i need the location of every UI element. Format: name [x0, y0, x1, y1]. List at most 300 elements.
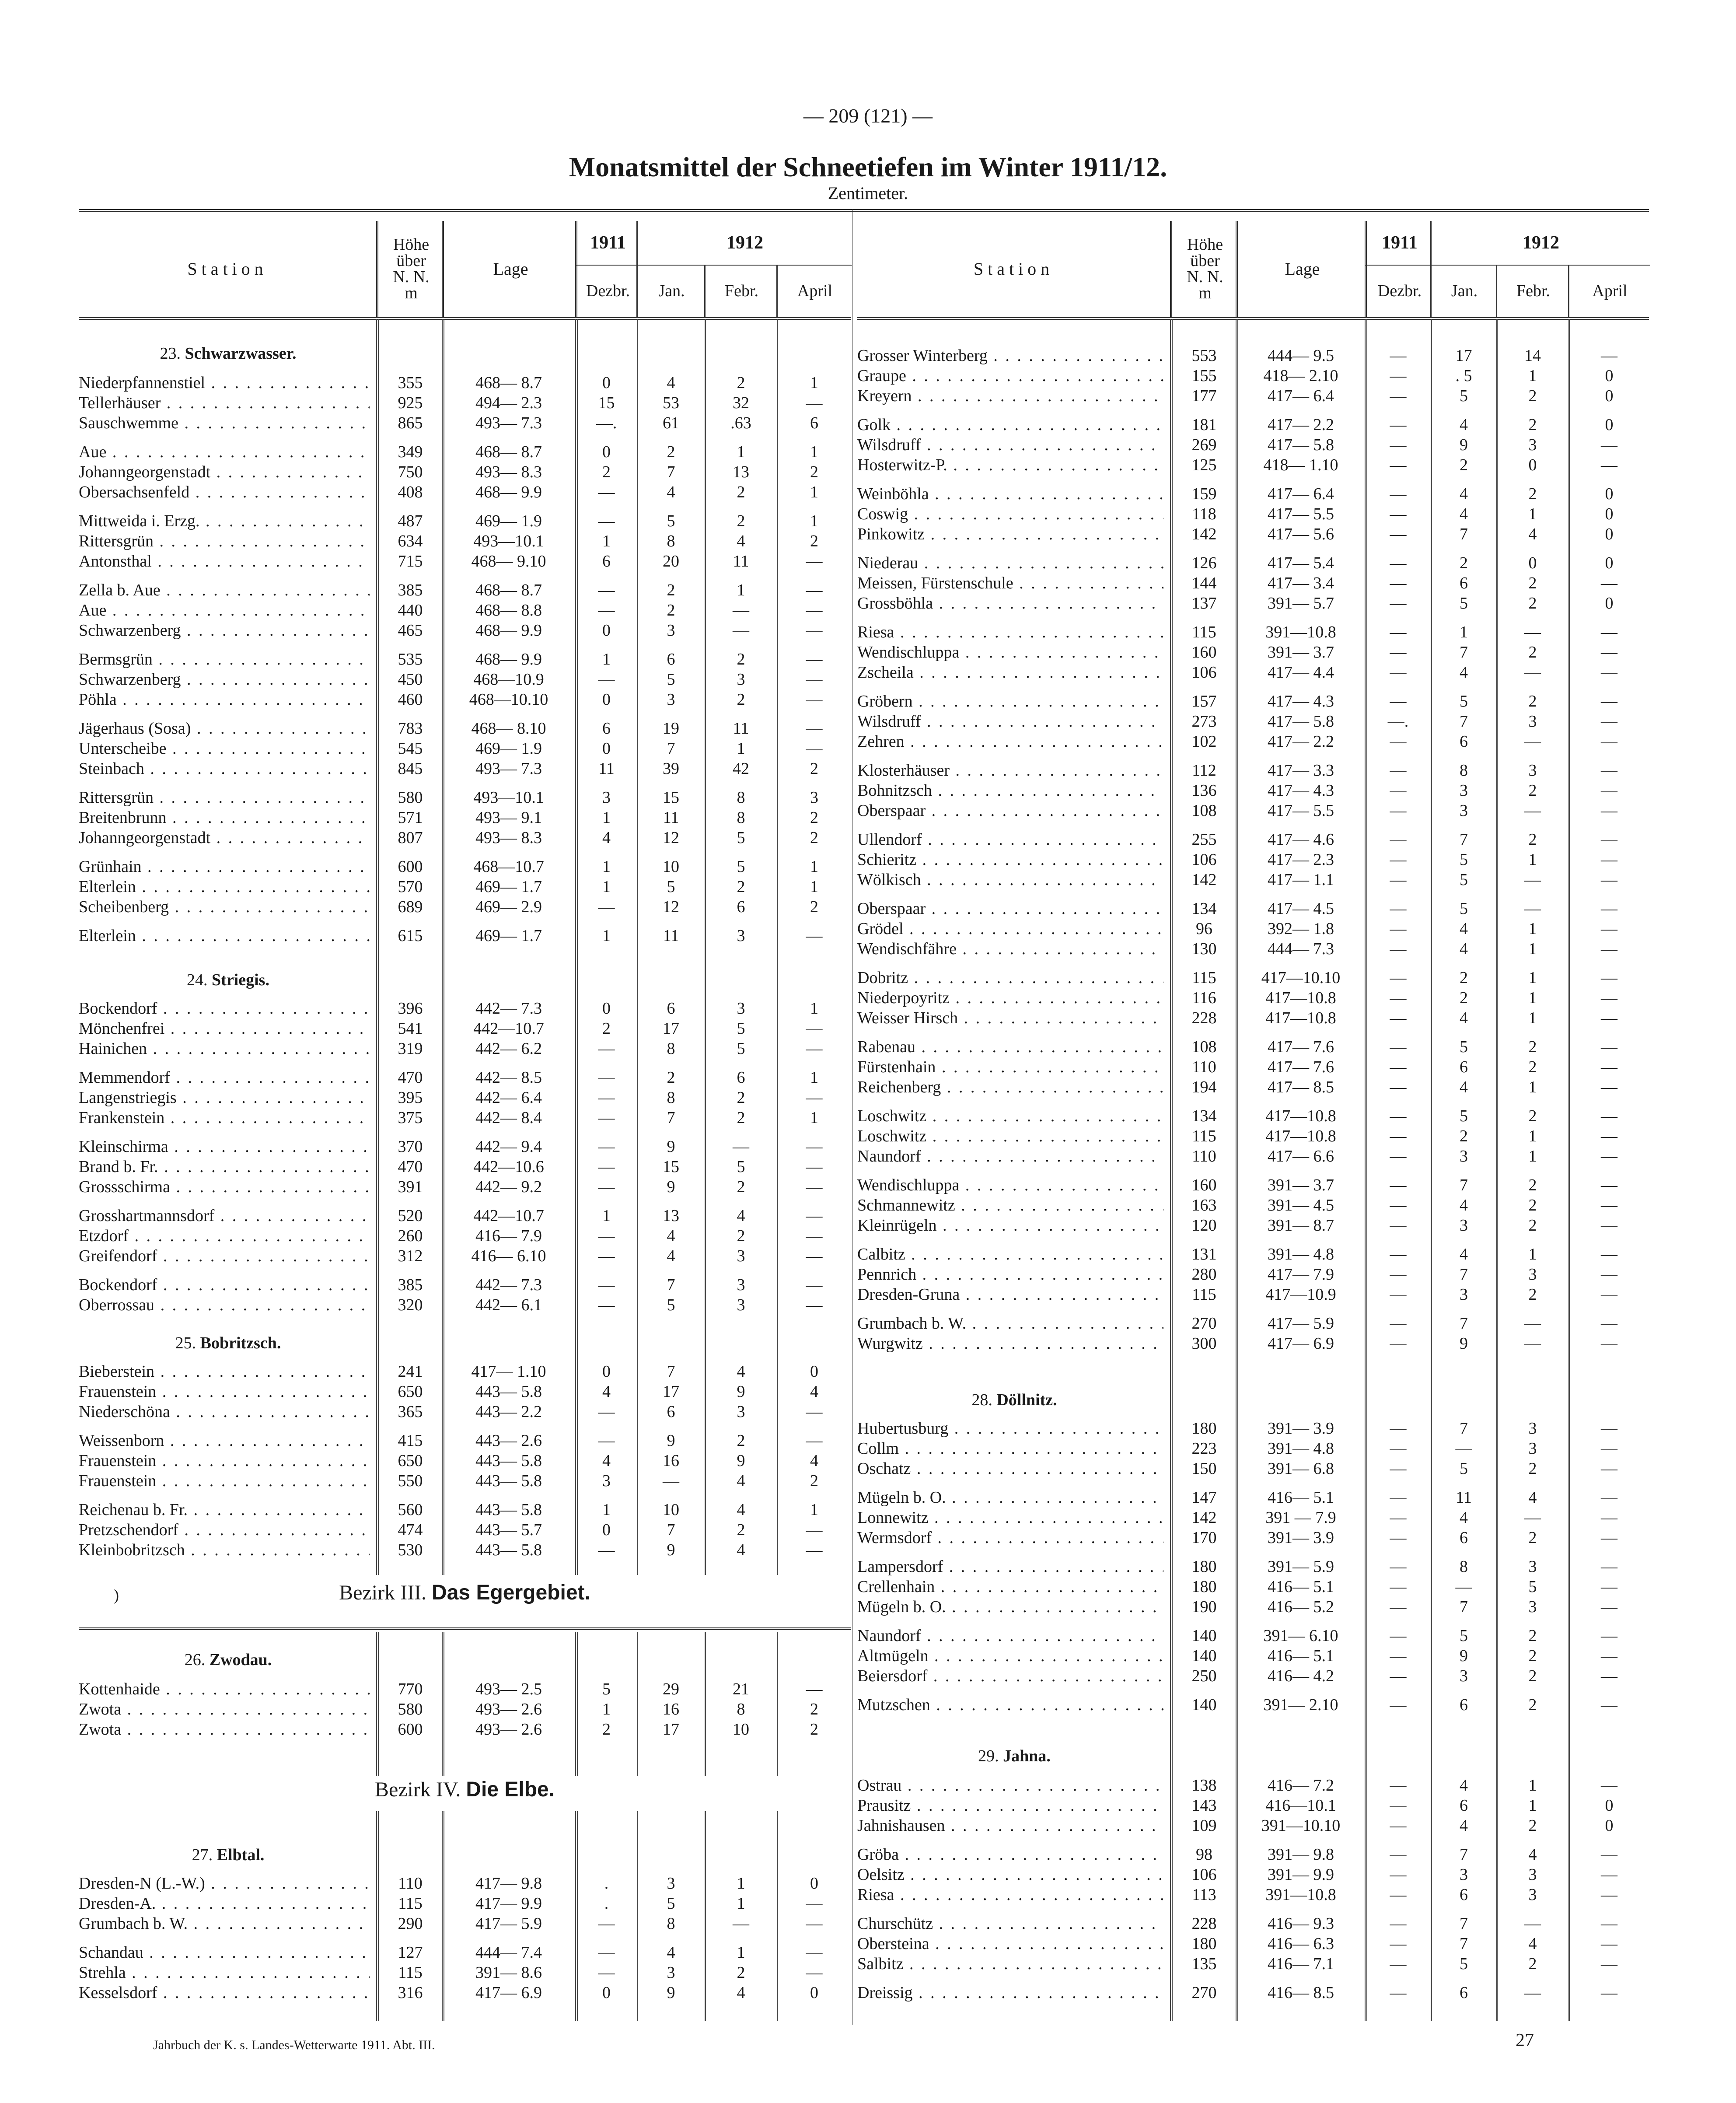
station-lage: 416— 6.10 [471, 1247, 546, 1265]
value-jan-1912: 9 [667, 1541, 675, 1559]
station-height: 131 [1191, 1245, 1217, 1263]
station-height: 925 [398, 394, 423, 412]
station-name: Langenstriegis . . . [79, 1088, 370, 1108]
value-jan-1912: 5 [1460, 594, 1468, 612]
table-row [857, 1175, 1649, 1195]
station-name: Aue . . . [79, 600, 370, 620]
value-jan-1912: 6 [667, 1403, 675, 1421]
table-row [857, 988, 1649, 1008]
station-name: Kesselsdorf . . . [79, 1983, 370, 2003]
station-name: Lonnewitz . . . [857, 1508, 1163, 1528]
table-row [79, 1088, 851, 1108]
value-april-1912: 0 [1605, 1796, 1614, 1815]
value-dezbr-1911: — [1390, 1038, 1407, 1056]
station-lage: 417— 4.5 [1268, 899, 1334, 918]
station-height: 487 [398, 512, 423, 530]
value-jan-1912: 6 [1460, 1886, 1468, 1904]
station-lage: 444— 7.3 [1268, 940, 1334, 958]
value-febr-1912: 1 [1528, 505, 1537, 523]
value-jan-1912: 9 [1460, 436, 1468, 454]
value-april-1912: — [806, 1521, 823, 1539]
value-dezbr-1911: — [1390, 801, 1407, 820]
value-dezbr-1911: — [1390, 940, 1407, 958]
value-febr-1912: 2 [1528, 830, 1537, 849]
value-dezbr-1911: — [1390, 1865, 1407, 1884]
value-dezbr-1911: — [1390, 1886, 1407, 1904]
station-name: Dresden-A. . . . [79, 1893, 370, 1914]
value-jan-1912: 3 [1460, 801, 1468, 820]
value-febr-1912: 3 [1528, 1265, 1537, 1284]
station-height: 116 [1192, 989, 1216, 1007]
table-row [79, 1137, 851, 1157]
station-name: Aue . . . [79, 442, 370, 462]
value-jan-1912: 5 [667, 512, 675, 530]
station-height: 138 [1191, 1776, 1217, 1795]
station-height: 269 [1191, 436, 1217, 454]
table-row [857, 760, 1649, 780]
value-april-1912: — [806, 1227, 823, 1245]
value-april-1912: — [1601, 1557, 1617, 1576]
value-dezbr-1911: — [1390, 1127, 1407, 1145]
station-lage: 469— 1.9 [475, 739, 542, 758]
table-row [857, 1646, 1649, 1666]
value-jan-1912: 7 [1460, 1845, 1468, 1864]
value-april-1912: — [1601, 732, 1617, 751]
station-height: 108 [1191, 1038, 1217, 1056]
table-row [79, 1108, 851, 1128]
station-name: Hosterwitz-P. . . . [857, 455, 1163, 475]
value-april-1912: — [806, 719, 823, 738]
station-name: Schieritz . . . [857, 850, 1163, 870]
value-april-1912: — [1601, 692, 1617, 710]
value-april-1912: — [806, 581, 823, 599]
value-jan-1912: 53 [663, 394, 679, 412]
value-april-1912: — [1601, 1009, 1617, 1027]
station-lage: 444— 7.4 [475, 1943, 542, 1962]
column-rule [1170, 319, 1173, 2021]
value-febr-1912: 2 [737, 1431, 745, 1450]
value-april-1912: 1 [810, 374, 818, 392]
station-name: Zehren . . . [857, 731, 1163, 752]
station-lage: 417—10.8 [1265, 989, 1336, 1007]
station-height: 273 [1191, 712, 1217, 731]
value-jan-1912: 4 [667, 1943, 675, 1962]
value-april-1912: — [1601, 1935, 1617, 1953]
value-april-1912: — [1601, 830, 1617, 849]
station-name: Oberspaar . . . [857, 899, 1163, 919]
value-jan-1912: 7 [667, 463, 675, 481]
value-dezbr-1911: — [598, 1943, 615, 1962]
value-febr-1912: 3 [1528, 1557, 1537, 1576]
value-dezbr-1911: 4 [602, 1452, 611, 1470]
value-dezbr-1911: — [1390, 456, 1407, 474]
station-height: 96 [1196, 920, 1212, 938]
station-lage: 469— 2.9 [475, 898, 542, 916]
station-height: 163 [1191, 1196, 1217, 1214]
value-jan-1912: 5 [1460, 1627, 1468, 1645]
table-row [79, 1983, 851, 2003]
station-name: Obersteina . . . [857, 1934, 1163, 1954]
value-dezbr-1911: — [598, 1276, 615, 1294]
header-year-1912: 1912 [636, 221, 852, 266]
value-febr-1912: — [1524, 1314, 1541, 1333]
table-row [79, 669, 851, 689]
value-dezbr-1911: — [1390, 969, 1407, 987]
table-row [79, 1275, 851, 1295]
value-jan-1912: 9 [1460, 1334, 1468, 1353]
value-jan-1912: 7 [1460, 1598, 1468, 1616]
value-april-1912: 0 [810, 1874, 818, 1893]
value-febr-1912: 4 [737, 1984, 745, 2002]
station-height: 106 [1191, 663, 1217, 682]
value-febr-1912: — [733, 1914, 749, 1933]
value-febr-1912: — [1524, 1334, 1541, 1353]
value-dezbr-1911: — [1390, 1667, 1407, 1685]
value-dezbr-1911: — [598, 670, 615, 689]
value-febr-1912: 2 [1528, 1696, 1537, 1714]
column-rule [705, 1811, 706, 2021]
value-febr-1912: 2 [737, 512, 745, 530]
station-name: Bermsgrün . . . [79, 649, 370, 669]
table-row [79, 897, 851, 917]
value-jan-1912: 6 [1460, 732, 1468, 751]
value-april-1912: 0 [1605, 1816, 1614, 1835]
station-height: 689 [398, 898, 423, 916]
station-height: 385 [398, 1276, 423, 1294]
value-febr-1912: 4 [1528, 525, 1537, 543]
station-height: 270 [1191, 1314, 1217, 1333]
station-height: 807 [398, 829, 423, 847]
value-febr-1912: 8 [737, 808, 745, 827]
station-lage: 493—10.1 [473, 532, 544, 550]
table-row [857, 1885, 1649, 1905]
station-lage: 417— 7.9 [1268, 1265, 1334, 1284]
station-lage: 417—10.9 [1265, 1285, 1336, 1304]
station-lage: 442—10.7 [473, 1019, 544, 1038]
value-april-1912: — [806, 1276, 823, 1294]
station-name: Wendischfähre . . . [857, 939, 1163, 959]
value-febr-1912: 5 [737, 829, 745, 847]
station-lage: 391— 8.6 [475, 1963, 542, 1982]
station-lage: 416— 8.5 [1268, 1984, 1334, 2002]
value-dezbr-1911: — [1390, 871, 1407, 889]
table-row [857, 415, 1649, 435]
value-dezbr-1911: — [598, 581, 615, 599]
value-febr-1912: 11 [733, 552, 749, 570]
value-april-1912: — [1601, 989, 1617, 1007]
table-row [857, 1528, 1649, 1548]
value-dezbr-1911: 0 [602, 1521, 611, 1539]
value-april-1912: — [1601, 1845, 1617, 1864]
station-lage: 417— 6.6 [1268, 1147, 1334, 1165]
value-febr-1912: 2 [737, 1227, 745, 1245]
station-name: Schandau . . . [79, 1942, 370, 1963]
value-febr-1912: 4 [737, 1541, 745, 1559]
station-name: Wendischluppa . . . [857, 642, 1163, 662]
table-row [79, 620, 851, 640]
value-dezbr-1911: — [1390, 1557, 1407, 1576]
station-height: 137 [1191, 594, 1217, 612]
table-row [857, 711, 1649, 731]
station-name: Niederpfannenstiel . . . [79, 373, 370, 393]
value-jan-1912: 4 [1460, 663, 1468, 682]
table-row [857, 1577, 1649, 1597]
station-height: 570 [398, 878, 423, 896]
value-dezbr-1911: — [1390, 1459, 1407, 1478]
column-rule [442, 1811, 444, 2021]
station-name: Rittersgrün . . . [79, 787, 370, 808]
value-april-1912: 0 [1605, 505, 1614, 523]
value-febr-1912: 3 [737, 1247, 745, 1265]
value-febr-1912: 5 [737, 1019, 745, 1038]
station-name: Schwarzenberg . . . [79, 669, 370, 689]
station-lage: 442— 7.3 [475, 999, 542, 1018]
value-febr-1912: — [1524, 871, 1541, 889]
station-height: 541 [398, 1019, 423, 1038]
value-april-1912: — [806, 601, 823, 619]
table-row [857, 386, 1649, 406]
value-febr-1912: 4 [1528, 1488, 1537, 1507]
value-april-1912: 2 [810, 898, 818, 916]
station-name: Wilsdruff . . . [857, 711, 1163, 731]
value-febr-1912: 3 [1528, 436, 1537, 454]
table-row [79, 808, 851, 828]
value-dezbr-1911: — [1390, 1508, 1407, 1527]
value-febr-1912: 2 [737, 483, 745, 501]
station-height: 440 [398, 601, 423, 619]
value-dezbr-1911: — [1390, 1078, 1407, 1096]
station-name: Oelsitz . . . [857, 1865, 1163, 1885]
footer-source: Jahrbuch der K. s. Landes-Wetterwarte 1911. Abt. III. [153, 2038, 435, 2052]
value-febr-1912: 1 [1528, 1147, 1537, 1165]
table-row [857, 1914, 1649, 1934]
station-lage: 417— 3.3 [1268, 761, 1334, 780]
header-station: Station [973, 259, 1054, 279]
value-april-1912: — [1601, 761, 1617, 780]
station-height: 228 [1191, 1914, 1217, 1933]
value-jan-1912: 17 [663, 1382, 679, 1401]
value-jan-1912: 8 [1460, 1557, 1468, 1576]
station-height: 115 [398, 1963, 423, 1982]
value-febr-1912: 2 [737, 1109, 745, 1127]
table-row [79, 1039, 851, 1059]
value-jan-1912: 4 [1460, 1816, 1468, 1835]
table-row [79, 1873, 851, 1893]
value-jan-1912: . 5 [1455, 367, 1472, 385]
station-lage: 417— 2.2 [1268, 416, 1334, 434]
value-jan-1912: 5 [1460, 1038, 1468, 1056]
column-rule [376, 1632, 379, 1776]
station-lage: 417— 8.5 [1268, 1078, 1334, 1096]
value-dezbr-1911: 0 [602, 443, 611, 461]
station-lage: 417—10.8 [1265, 1127, 1336, 1145]
station-name: Collm . . . [857, 1438, 1163, 1459]
value-febr-1912: 13 [733, 463, 749, 481]
value-dezbr-1911: 1 [602, 878, 611, 896]
table-row [857, 1077, 1649, 1097]
station-name: Niederpoyritz . . . [857, 988, 1163, 1008]
station-height: 180 [1191, 1935, 1217, 1953]
station-name: Beiersdorf . . . [857, 1666, 1163, 1686]
value-dezbr-1911: — [1390, 367, 1407, 385]
station-height: 170 [1191, 1529, 1217, 1547]
station-height: 255 [1191, 830, 1217, 849]
station-height: 190 [1191, 1598, 1217, 1616]
value-jan-1912: 9 [667, 1178, 675, 1196]
value-april-1912: — [806, 670, 823, 689]
station-lage: 493— 8.3 [475, 463, 542, 481]
value-jan-1912: — [1455, 1439, 1472, 1458]
table-row [857, 1244, 1649, 1264]
table-row [79, 1402, 851, 1422]
value-dezbr-1911: 1 [602, 1700, 611, 1718]
value-febr-1912: 1 [737, 581, 745, 599]
value-jan-1912: 7 [1460, 1265, 1468, 1284]
value-dezbr-1911: — [1390, 1439, 1407, 1458]
station-lage: 493—10.1 [473, 788, 544, 807]
station-lage: 417—10.8 [1265, 1009, 1336, 1027]
station-name: Brand b. Fr. . . . [79, 1157, 370, 1177]
value-april-1912: — [806, 621, 823, 640]
value-april-1912: 0 [1605, 594, 1614, 612]
table-row [79, 1914, 851, 1934]
station-name: Schwarzenberg . . . [79, 620, 370, 640]
value-april-1912: — [1601, 969, 1617, 987]
header-year-1911: 1911 [1365, 221, 1432, 266]
value-dezbr-1911: — [598, 1137, 615, 1156]
value-jan-1912: 6 [1460, 1696, 1468, 1714]
station-lage: 493— 7.3 [475, 759, 542, 778]
value-april-1912: 1 [810, 857, 818, 876]
station-name: Niederau . . . [857, 553, 1163, 573]
section-number: 28. [971, 1391, 992, 1409]
value-april-1912: — [1601, 1984, 1617, 2002]
header-lage: Lage [442, 221, 577, 317]
value-dezbr-1911: — [1390, 830, 1407, 849]
value-jan-1912: 5 [1460, 850, 1468, 869]
station-name: Mönchenfrei . . . [79, 1018, 370, 1039]
value-april-1912: — [1601, 712, 1617, 731]
value-jan-1912: 15 [663, 1158, 679, 1176]
station-height: 349 [398, 443, 423, 461]
station-lage: 416— 9.3 [1268, 1914, 1334, 1933]
station-name: Elterlein . . . [79, 877, 370, 897]
column-rule [575, 1632, 578, 1776]
station-name: Rittersgrün . . . [79, 531, 370, 551]
table-row [79, 373, 851, 393]
value-jan-1912: 17 [663, 1720, 679, 1739]
station-height: 241 [398, 1362, 423, 1381]
station-lage: 443— 5.7 [475, 1521, 542, 1539]
value-febr-1912: 1 [1528, 1796, 1537, 1815]
table-row [79, 393, 851, 413]
station-name: Bohnitzsch . . . [857, 780, 1163, 801]
value-jan-1912: 5 [1460, 1955, 1468, 1973]
value-april-1912: — [1601, 1216, 1617, 1235]
value-dezbr-1911: — [1390, 1488, 1407, 1507]
value-april-1912: — [806, 1541, 823, 1559]
station-name: Kreyern . . . [857, 386, 1163, 406]
station-height: 106 [1191, 850, 1217, 869]
table-header-left [79, 221, 851, 320]
station-lage: 417— 7.6 [1268, 1038, 1334, 1056]
value-jan-1912: 9 [1460, 1647, 1468, 1665]
station-name: Churschütz . . . [857, 1914, 1163, 1934]
value-april-1912: — [806, 1019, 823, 1038]
section-number: 27. [192, 1846, 213, 1864]
column-rule [442, 319, 444, 1575]
value-jan-1912: 7 [667, 1362, 675, 1381]
table-row [79, 1451, 851, 1471]
station-height: 530 [398, 1541, 423, 1559]
station-name: Gröbern . . . [857, 691, 1163, 711]
value-jan-1912: 7 [1460, 1419, 1468, 1438]
table-row [79, 482, 851, 502]
station-lage: 468—10.9 [473, 670, 544, 689]
station-height: 134 [1191, 1107, 1217, 1125]
value-febr-1912: 2 [1528, 594, 1537, 612]
station-lage: 468— 8.7 [475, 581, 542, 599]
station-name: Crellenhain . . . [857, 1577, 1163, 1597]
value-april-1912: — [1601, 801, 1617, 820]
station-height: 130 [1191, 940, 1217, 958]
table-row [79, 1520, 851, 1540]
value-dezbr-1911: — [1390, 1334, 1407, 1353]
section-number: 25. [175, 1334, 196, 1352]
station-height: 300 [1191, 1334, 1217, 1353]
page-title: Monatsmittel der Schneetiefen im Winter 1911/12. [569, 151, 1167, 182]
section-title [857, 1746, 1171, 1766]
value-jan-1912: 17 [1455, 346, 1472, 365]
value-dezbr-1911: 0 [602, 1362, 611, 1381]
value-febr-1912: 1 [1528, 1127, 1537, 1145]
value-febr-1912: 9 [737, 1452, 745, 1470]
value-febr-1912: 2 [1528, 692, 1537, 710]
table-row [79, 1893, 851, 1914]
station-height: 650 [398, 1452, 423, 1470]
station-lage: 442—10.7 [473, 1207, 544, 1225]
value-febr-1912: 3 [737, 927, 745, 945]
value-febr-1912: 1 [737, 1943, 745, 1962]
station-lage: 443— 5.8 [475, 1472, 542, 1490]
station-name: Greifendorf . . . [79, 1246, 370, 1266]
value-jan-1912: 2 [1460, 1127, 1468, 1145]
value-april-1912: — [1601, 1627, 1617, 1645]
station-height: 550 [398, 1472, 423, 1490]
station-lage: 417— 6.4 [1268, 387, 1334, 405]
value-febr-1912: 6 [737, 898, 745, 916]
value-jan-1912: 3 [667, 1874, 675, 1893]
station-lage: 416— 7.9 [475, 1227, 542, 1245]
table-row [857, 435, 1649, 455]
station-lage: 417— 5.9 [1268, 1314, 1334, 1333]
value-dezbr-1911: 1 [602, 927, 611, 945]
table-row [79, 1295, 851, 1315]
value-april-1912: — [1601, 1419, 1617, 1438]
station-lage: 417— 4.3 [1268, 692, 1334, 710]
value-jan-1912: 5 [1460, 387, 1468, 405]
station-lage: 391— 2.10 [1263, 1696, 1338, 1714]
station-name: Strehla . . . [79, 1963, 370, 1983]
station-height: 142 [1191, 871, 1217, 889]
value-dezbr-1911: — [598, 1403, 615, 1421]
header-dezbr: Dezbr. [575, 265, 639, 317]
station-lage: 418— 2.10 [1263, 367, 1338, 385]
value-febr-1912: — [1524, 732, 1541, 751]
value-febr-1912: 0 [1528, 456, 1537, 474]
value-april-1912: — [1601, 1598, 1617, 1616]
station-height: 474 [398, 1521, 423, 1539]
